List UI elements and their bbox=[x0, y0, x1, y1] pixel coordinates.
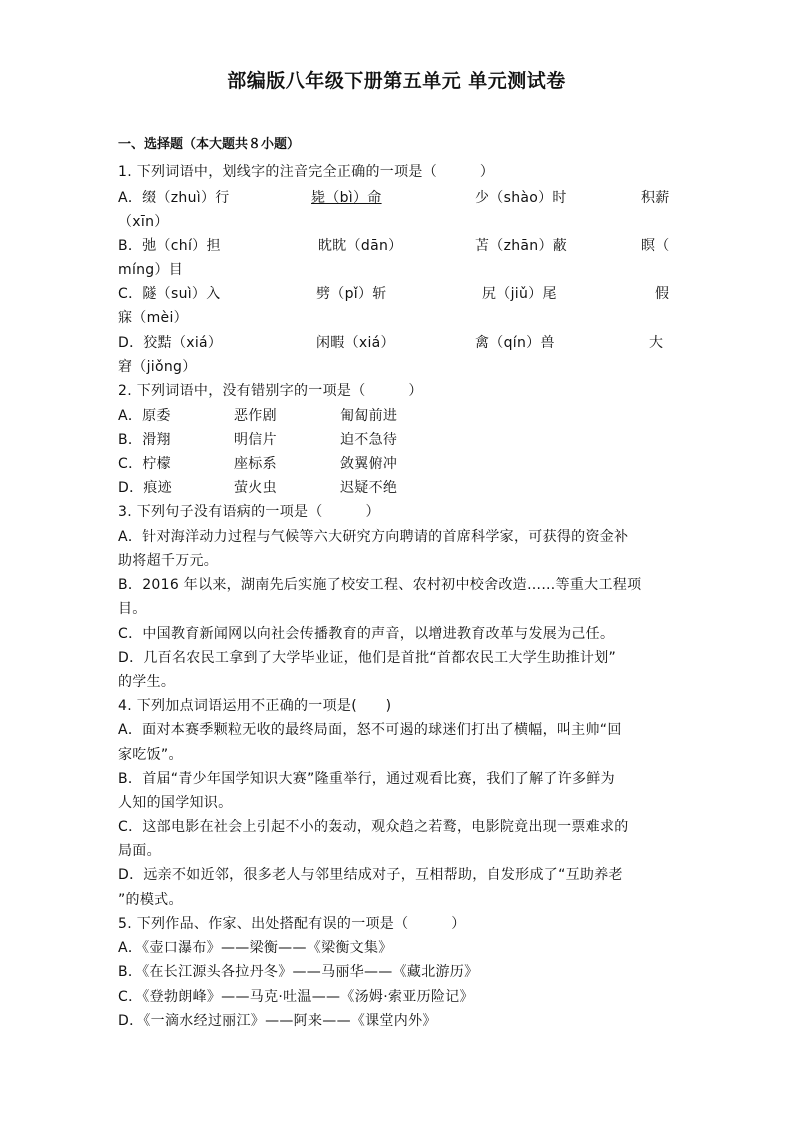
q5-option-b: B．《在长江源头各拉丹冬》——马丽华——《藏北游历》 bbox=[118, 964, 479, 980]
q1-option-b-part4: 瞑（ bbox=[641, 238, 670, 254]
q4-line-1: A．面对本赛季颗粒无收的最终局面，怒不可遏的球迷们打出了横幅，叫主帅“回 bbox=[118, 722, 622, 738]
q3-line-7: 的学生。 bbox=[118, 674, 176, 690]
q4-line-8: ”的模式。 bbox=[118, 892, 183, 908]
q1-option-c-part1: C．隧（suì）入 bbox=[118, 286, 221, 302]
q1-option-b-part3: 苫（zhān）蔽 bbox=[475, 238, 568, 254]
q4-line-6: 局面。 bbox=[118, 843, 161, 859]
q3-line-1: A．针对海洋动力过程与气候等六大研究方向聘请的首席科学家，可获得的资金补 bbox=[118, 529, 629, 545]
q2-option-a-word2: 恶作剧 bbox=[234, 408, 277, 424]
q1-option-c-part5: 寐（mèi） bbox=[118, 310, 188, 326]
q2-option-b-word1: B．滑翔 bbox=[118, 432, 171, 448]
q1-option-a-part2: 毙（bì）命 bbox=[311, 190, 382, 206]
section-heading: 一、选择题（本大题共８小题） bbox=[118, 137, 301, 152]
q3-line-2: 助将超千万元。 bbox=[118, 553, 219, 569]
q2-option-c-word3: 敛翼俯冲 bbox=[340, 456, 398, 472]
q1-option-d-part1: D．狡黠（xiá） bbox=[118, 335, 223, 351]
q1-option-b-part1: B．弛（chí）担 bbox=[118, 238, 221, 254]
q1-option-d-part2: 闲暇（xiá） bbox=[316, 335, 395, 351]
q2-option-b-word2: 明信片 bbox=[234, 432, 277, 448]
question-2-stem: 2. 下列词语中，没有错别字的一项是（ ） bbox=[118, 383, 423, 399]
q4-line-7: D．远亲不如近邻，很多老人与邻里结成对子，互相帮助，自发形成了“互助养老 bbox=[118, 867, 623, 883]
q1-option-a-part1: A．缀（zhuì）行 bbox=[118, 190, 230, 206]
q1-option-b-part5: míng）目 bbox=[118, 262, 184, 278]
q1-option-c-part2: 劈（pǐ）斩 bbox=[316, 286, 387, 302]
question-4-stem: 4. 下列加点词语运用不正确的一项是( ) bbox=[118, 698, 392, 714]
q1-option-a-part4: 积薪 bbox=[641, 190, 670, 206]
q2-option-a-word1: A．原委 bbox=[118, 408, 171, 424]
q5-option-c: C．《登勃朗峰》——马克·吐温——《汤姆·索亚历险记》 bbox=[118, 989, 474, 1005]
q4-line-4: 人知的国学知识。 bbox=[118, 795, 233, 811]
q1-option-a-part5: （xīn） bbox=[118, 214, 169, 230]
q4-line-2: 家吃饭”。 bbox=[118, 747, 183, 763]
q2-option-b-word3: 迫不急待 bbox=[340, 432, 398, 448]
q4-line-3: B．首届“青少年国学知识大赛”隆重举行，通过观看比赛，我们了解了许多鲜为 bbox=[118, 771, 615, 787]
q3-line-6: D．几百名农民工拿到了大学毕业证，他们是首批“首都农民工大学生助推计划” bbox=[118, 650, 617, 666]
q2-option-d-word2: 萤火虫 bbox=[234, 480, 277, 496]
question-3-stem: 3. 下列句子没有语病的一项是（ ） bbox=[118, 504, 380, 520]
q2-option-c-word1: C．柠檬 bbox=[118, 456, 171, 472]
q2-option-d-word1: D．痕迹 bbox=[118, 480, 172, 496]
q3-line-4: 目。 bbox=[118, 601, 147, 617]
q2-option-a-word3: 匍匐前进 bbox=[340, 408, 398, 424]
question-5-stem: 5. 下列作品、作家、出处搭配有误的一项是（ ） bbox=[118, 916, 466, 932]
q1-option-d-part5: 窘（jiǒng） bbox=[118, 359, 197, 375]
q1-option-d-part3: 禽（qín）兽 bbox=[475, 335, 555, 351]
q2-option-c-word2: 座标系 bbox=[234, 456, 277, 472]
q1-option-a-part3: 少（shào）时 bbox=[475, 190, 567, 206]
q1-option-d-part4: 大 bbox=[649, 335, 664, 351]
q2-option-d-word3: 迟疑不绝 bbox=[340, 480, 398, 496]
q3-line-3: B．2016 年以来，湖南先后实施了校安工程、农村初中校舍改造……等重大工程项 bbox=[118, 577, 642, 593]
q1-option-c-part4: 假 bbox=[655, 286, 670, 302]
page-title: 部编版八年级下册第五单元 单元测试卷 bbox=[227, 70, 566, 92]
q1-option-b-part2: 眈眈（dān） bbox=[318, 238, 403, 254]
q5-option-d: D．《一滴水经过丽江》——阿来——《课堂内外》 bbox=[118, 1013, 437, 1029]
question-1-stem: 1. 下列词语中，划线字的注音完全正确的一项是（ ） bbox=[118, 164, 495, 180]
q3-line-5: C．中国教育新闻网以向社会传播教育的声音，以增进教育改革与发展为己任。 bbox=[118, 626, 615, 642]
q5-option-a: A．《壶口瀑布》——梁衡——《梁衡文集》 bbox=[118, 940, 393, 956]
q4-line-5: C．这部电影在社会上引起不小的轰动，观众趋之若鹜，电影院竟出现一票难求的 bbox=[118, 819, 629, 835]
q1-option-c-part3: 尻（jiǔ）尾 bbox=[482, 286, 557, 302]
